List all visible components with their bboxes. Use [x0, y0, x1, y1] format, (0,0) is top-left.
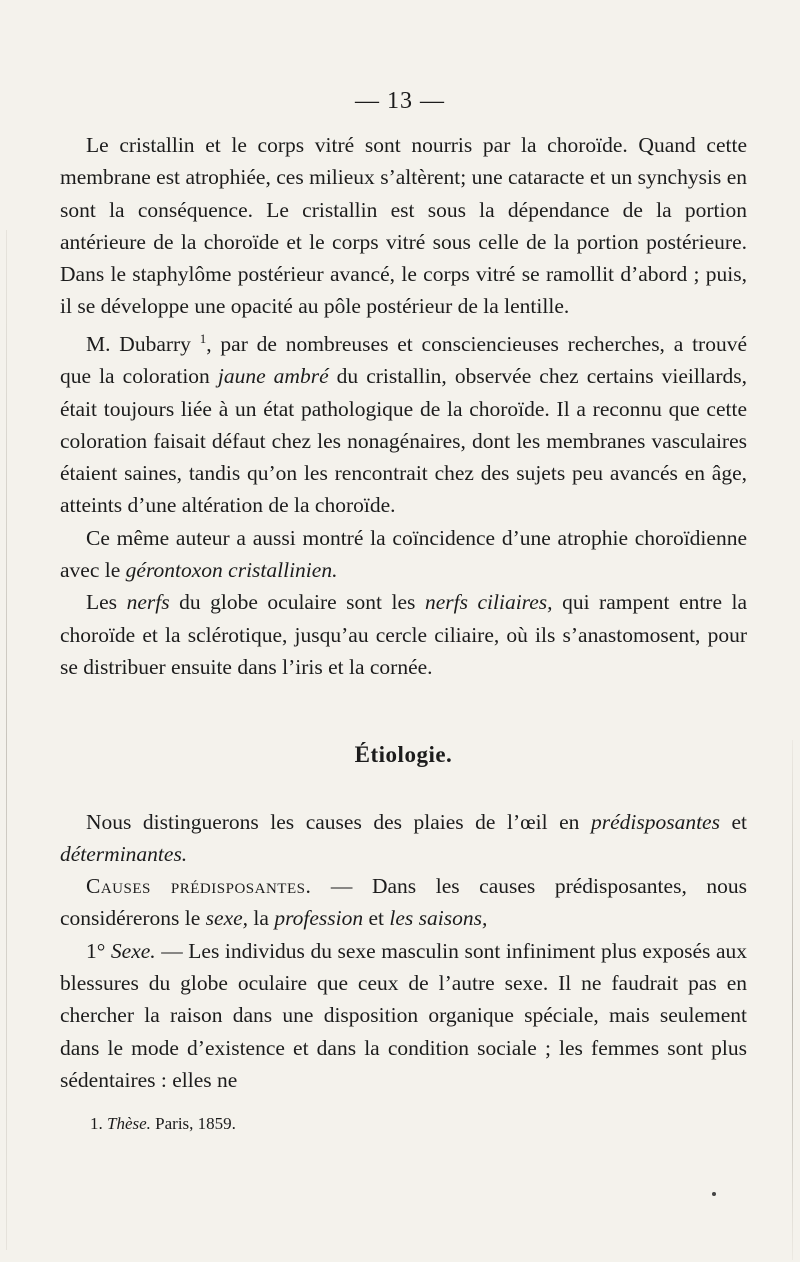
author-name: M. Dubarry	[86, 331, 191, 356]
section-heading: Étiologie.	[354, 742, 453, 768]
footnote: 1. Thèse. Paris, 1859.	[90, 1114, 236, 1133]
paragraph: Le cristallin et le corps vitré sont nourris par la choroïde. Quand cette membrane est atrophiée, ces milieux s’altèrent; une cataracte et un synchysis en sont la conséquence. Le cristallin est sous la dépendance de la portion antérieure de la choroïde et le corps vitré sous celle de la portion postérieure. Dans le staphylôme postérieur avancé, le corps vitré se ramollit d’abord ; puis, il se développe une opacité au pôle postérieur de la lentille.	[60, 133, 747, 319]
page-edge-shadow	[792, 740, 793, 1260]
ink-speck	[712, 1192, 716, 1196]
page-edge-shadow	[6, 230, 7, 1250]
subheading: Causes prédisposantes.	[86, 874, 312, 899]
paragraph: Ce même auteur a aussi montré la coïncidence d’une atrophie choroïdienne avec le gérontoxon cristallinien.	[60, 525, 747, 583]
body-text	[60, 129, 747, 1096]
page-number: — 13 —	[355, 88, 445, 114]
paragraph: 1° Sexe. — Les individus du sexe masculin sont infiniment plus exposés aux blessures du globe oculaire que ceux de l’autre sexe. Il ne faudrait pas en chercher la raison dans une disposition organique spéciale, mais seulement dans le mode d’existence et dans la condition sociale ; les femmes sont plus sédentaires : elles ne	[60, 938, 748, 1092]
footnote-ref: 1	[199, 330, 207, 346]
paragraph: Nous distinguerons les causes des plaies de l’œil en prédisposantes et déterminantes.	[60, 809, 748, 866]
paragraph: Causes prédisposantes. — Dans les causes prédisposantes, nous considérerons le sexe, la profession et les saisons,	[60, 874, 747, 931]
paragraph: M. Dubarry $^1$, par de nombreuses et consciencieuses recherches, a trouvé que la coloration jaune ambré du cristallin, observée chez certains vieillards, était toujours liée à un état pathologique de la choroïde. Il a reconnu que cette coloration faisait défaut chez les nonagénaires, dont les membranes vasculaires étaient saines, tandis qu’on les rencontrait chez des sujets peu avancés en âge, atteints d’une altération de la choroïde.	[60, 330, 747, 518]
paragraph: Les nerfs du globe oculaire sont les nerfs ciliaires, qui rampent entre la choroïde et la sclérotique, jusqu’au cercle ciliaire, où ils s’anastomosent, pour se distribuer ensuite dans l’iris et la cornée.	[60, 590, 748, 679]
